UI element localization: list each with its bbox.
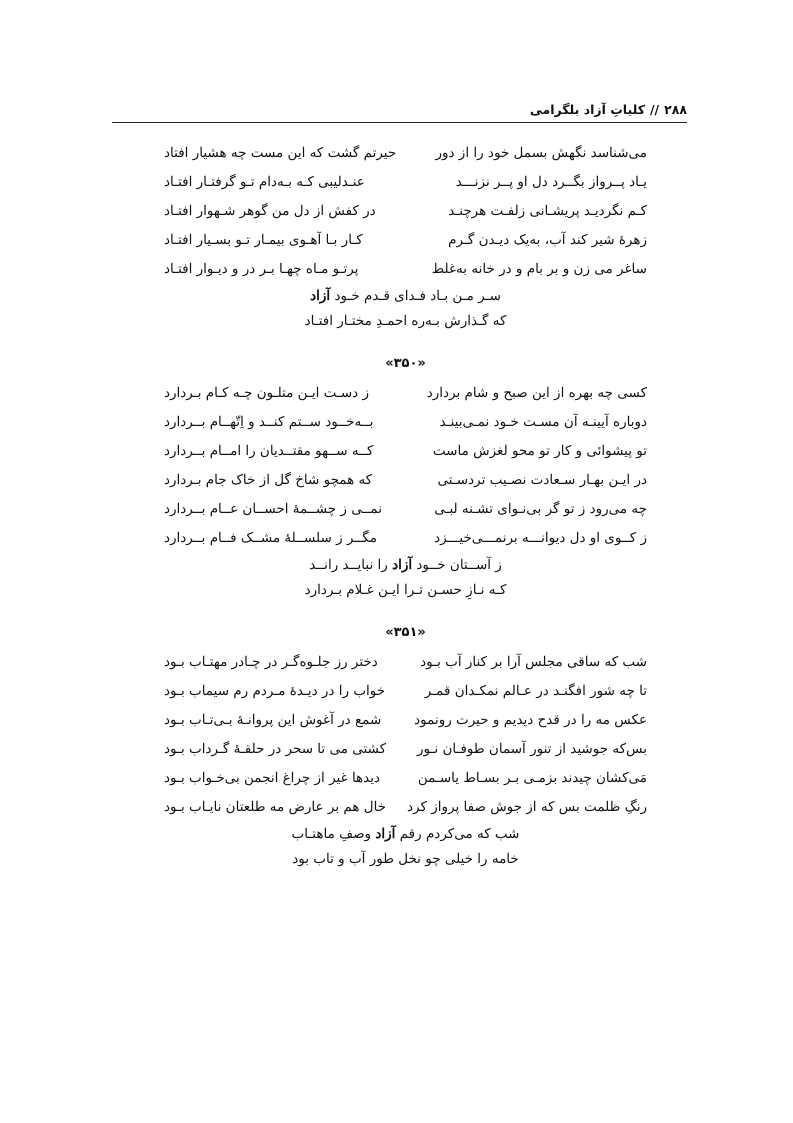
poet-name: آزاد (375, 825, 396, 842)
couplet (164, 763, 647, 792)
page-number: ۲۸۸ (664, 101, 687, 117)
final-text-part: سـر مـن بـاد فـدای قـدم خـود (330, 287, 501, 304)
couplet (164, 138, 647, 167)
final-couplet-first-line (164, 552, 647, 577)
poet-name: آزاد (392, 556, 413, 573)
hemistich-first: کسی چه بهره از این صبح و شام بردارد (426, 384, 647, 401)
final-text (310, 288, 501, 304)
hemistich-first: می‌شناسد نگهش بسمل خود را از دور (435, 144, 647, 161)
hemistich-second: دختر رز جلـوه‌گـر در چـادر مهتـاب بـود (164, 653, 378, 670)
hemistich-first: کـم نگردیـد پریشـانی زلفـت هرچنـد (448, 202, 647, 219)
hemistich-first: بس‌که جوشید از تنور آسمان طوفـان نـور (416, 740, 647, 757)
hemistich-first: زهرهٔ شیر کند آب، به‌یک دیـدن گـرم (448, 231, 647, 248)
couplet (164, 167, 647, 196)
couplet (164, 676, 647, 705)
final-text-part: وصفِ ماهتـاب (291, 825, 376, 842)
hemistich-first: تا چه شور افگنـد در عـالم نمکـدان قمـر (424, 682, 647, 699)
poem-number-heading: «۳۵۱» (385, 625, 426, 640)
hemistich-second: کـار بـا آهـوی بیمـار تـو بسـیار افتـاد (164, 231, 363, 248)
couplet (164, 647, 647, 676)
final-text (292, 826, 520, 842)
hemistich-first: ساغر می زن و بر بام و در خانه به‌غلط (431, 260, 647, 277)
couplet (164, 792, 647, 821)
hemistich-second: شمع در آغوش این پروانـهٔ بـی‌تـاب بـود (164, 711, 382, 728)
poem-351 (164, 647, 647, 871)
book-title: کلیاتِ آزاد بلگرامی (529, 101, 645, 117)
couplet (164, 407, 647, 436)
hemistich-first: عکس مه را در قدح دیدیم و حیرت رونمود (414, 711, 647, 728)
final-text: که گـذارش بـه‌ره احمـدِ مختـار افتـاد (304, 312, 507, 329)
page-content (164, 138, 647, 871)
hemistich-second: خال هم بر عارض مه طلعتان نایـاب بـود (164, 798, 387, 815)
hemistich-second: خواب را در دیـدهٔ مـردم رم سیماب بـود (164, 682, 386, 699)
final-text: خامه را خیلی چو نخل طور آب و تاب بود (292, 850, 519, 867)
poet-name: آزاد (310, 287, 331, 304)
final-text-part: را نبایــد رانــد (309, 556, 393, 573)
hemistich-second: پرتـو مـاه چهـا بـر در و دیـوار افتـاد (164, 260, 359, 277)
couplet (164, 465, 647, 494)
hemistich-second: مگــر ز سلســلهٔ مشــک فــام بــردارد (164, 529, 377, 546)
poem-350 (164, 378, 647, 602)
final-couplet-second-line (164, 577, 647, 602)
poem-continued (164, 138, 647, 333)
hemistich-second: ز دسـت ایـن متلـون چـه کـام بـردارد (164, 384, 370, 401)
header-separator: // (649, 101, 660, 117)
final-couplet-second-line (164, 308, 647, 333)
poem-number-heading: «۳۵۰» (385, 356, 426, 371)
hemistich-second: حیرتم گشت که این مست چه هشیار افتاد (164, 144, 397, 161)
page-header (112, 96, 687, 123)
final-text-part: ز آســتان خــود (412, 556, 502, 573)
hemistich-first: دوباره آیینـه آن مسـت خـود نمـی‌بینـد (439, 413, 647, 430)
hemistich-first: رنگِ ظلمت بس که از جوش صفا پرواز کرد (407, 798, 647, 815)
hemistich-second: بــه‌خــود ســتم کنــد و اِتّهــام بــردارد (164, 413, 374, 430)
hemistich-second: کشتی می تا سحر در حلقـهٔ گـرداب بـود (164, 740, 387, 757)
hemistich-second: عنـدلیبی کـه بـه‌دام تـو گرفتـار افتـاد (164, 173, 365, 190)
final-couplet-first-line (164, 821, 647, 846)
hemistich-first: چه می‌رود ز تو گر بی‌نـوای تشـنه لبـی (434, 500, 647, 517)
couplet (164, 494, 647, 523)
final-text: کـه نـازِ حسـن تـرا ایـن غـلام بـردارد (304, 581, 507, 598)
couplet (164, 378, 647, 407)
final-couplet-second-line (164, 846, 647, 871)
couplet (164, 734, 647, 763)
couplet (164, 436, 647, 465)
hemistich-first: شب که ساقی مجلس آرا بر کنار آب بـود (420, 653, 647, 670)
couplet (164, 196, 647, 225)
final-couplet-first-line (164, 283, 647, 308)
hemistich-first: در ایـن بهـار سـعادت نصـیب تردسـتی (437, 471, 647, 488)
hemistich-second: در کفش از دل من گوهر شـهوار افتـاد (164, 202, 376, 219)
couplet (164, 225, 647, 254)
hemistich-second: کــه ســهو مقتــدیان را امــام بــردارد (164, 442, 374, 459)
couplet (164, 254, 647, 283)
hemistich-first: ز کــوی او دل دیوانـــه برنمـــی‌خیـــزد (434, 529, 647, 546)
final-text (309, 557, 502, 573)
couplet (164, 705, 647, 734)
hemistich-second: که همچو شاخ گل از خاک جام بـردارد (164, 471, 373, 488)
hemistich-first: یـاد پــرواز بگــرد دل او پــر نزنـــد (455, 173, 647, 190)
hemistich-first: تو پیشوائی و کار تو محو لغزش ماست (432, 442, 647, 459)
hemistich-second: نمــی ز چشــمهٔ احســان عــام بــردارد (164, 500, 382, 517)
couplet (164, 523, 647, 552)
hemistich-first: مَی‌کشان چیدند بزمـی بـر بسـاط یاسـمن (417, 769, 647, 786)
hemistich-second: دیدها غیر از چراغ انجمن بی‌خـواب بـود (164, 769, 381, 786)
final-text-part: شب که می‌کردم رقم (395, 825, 520, 842)
